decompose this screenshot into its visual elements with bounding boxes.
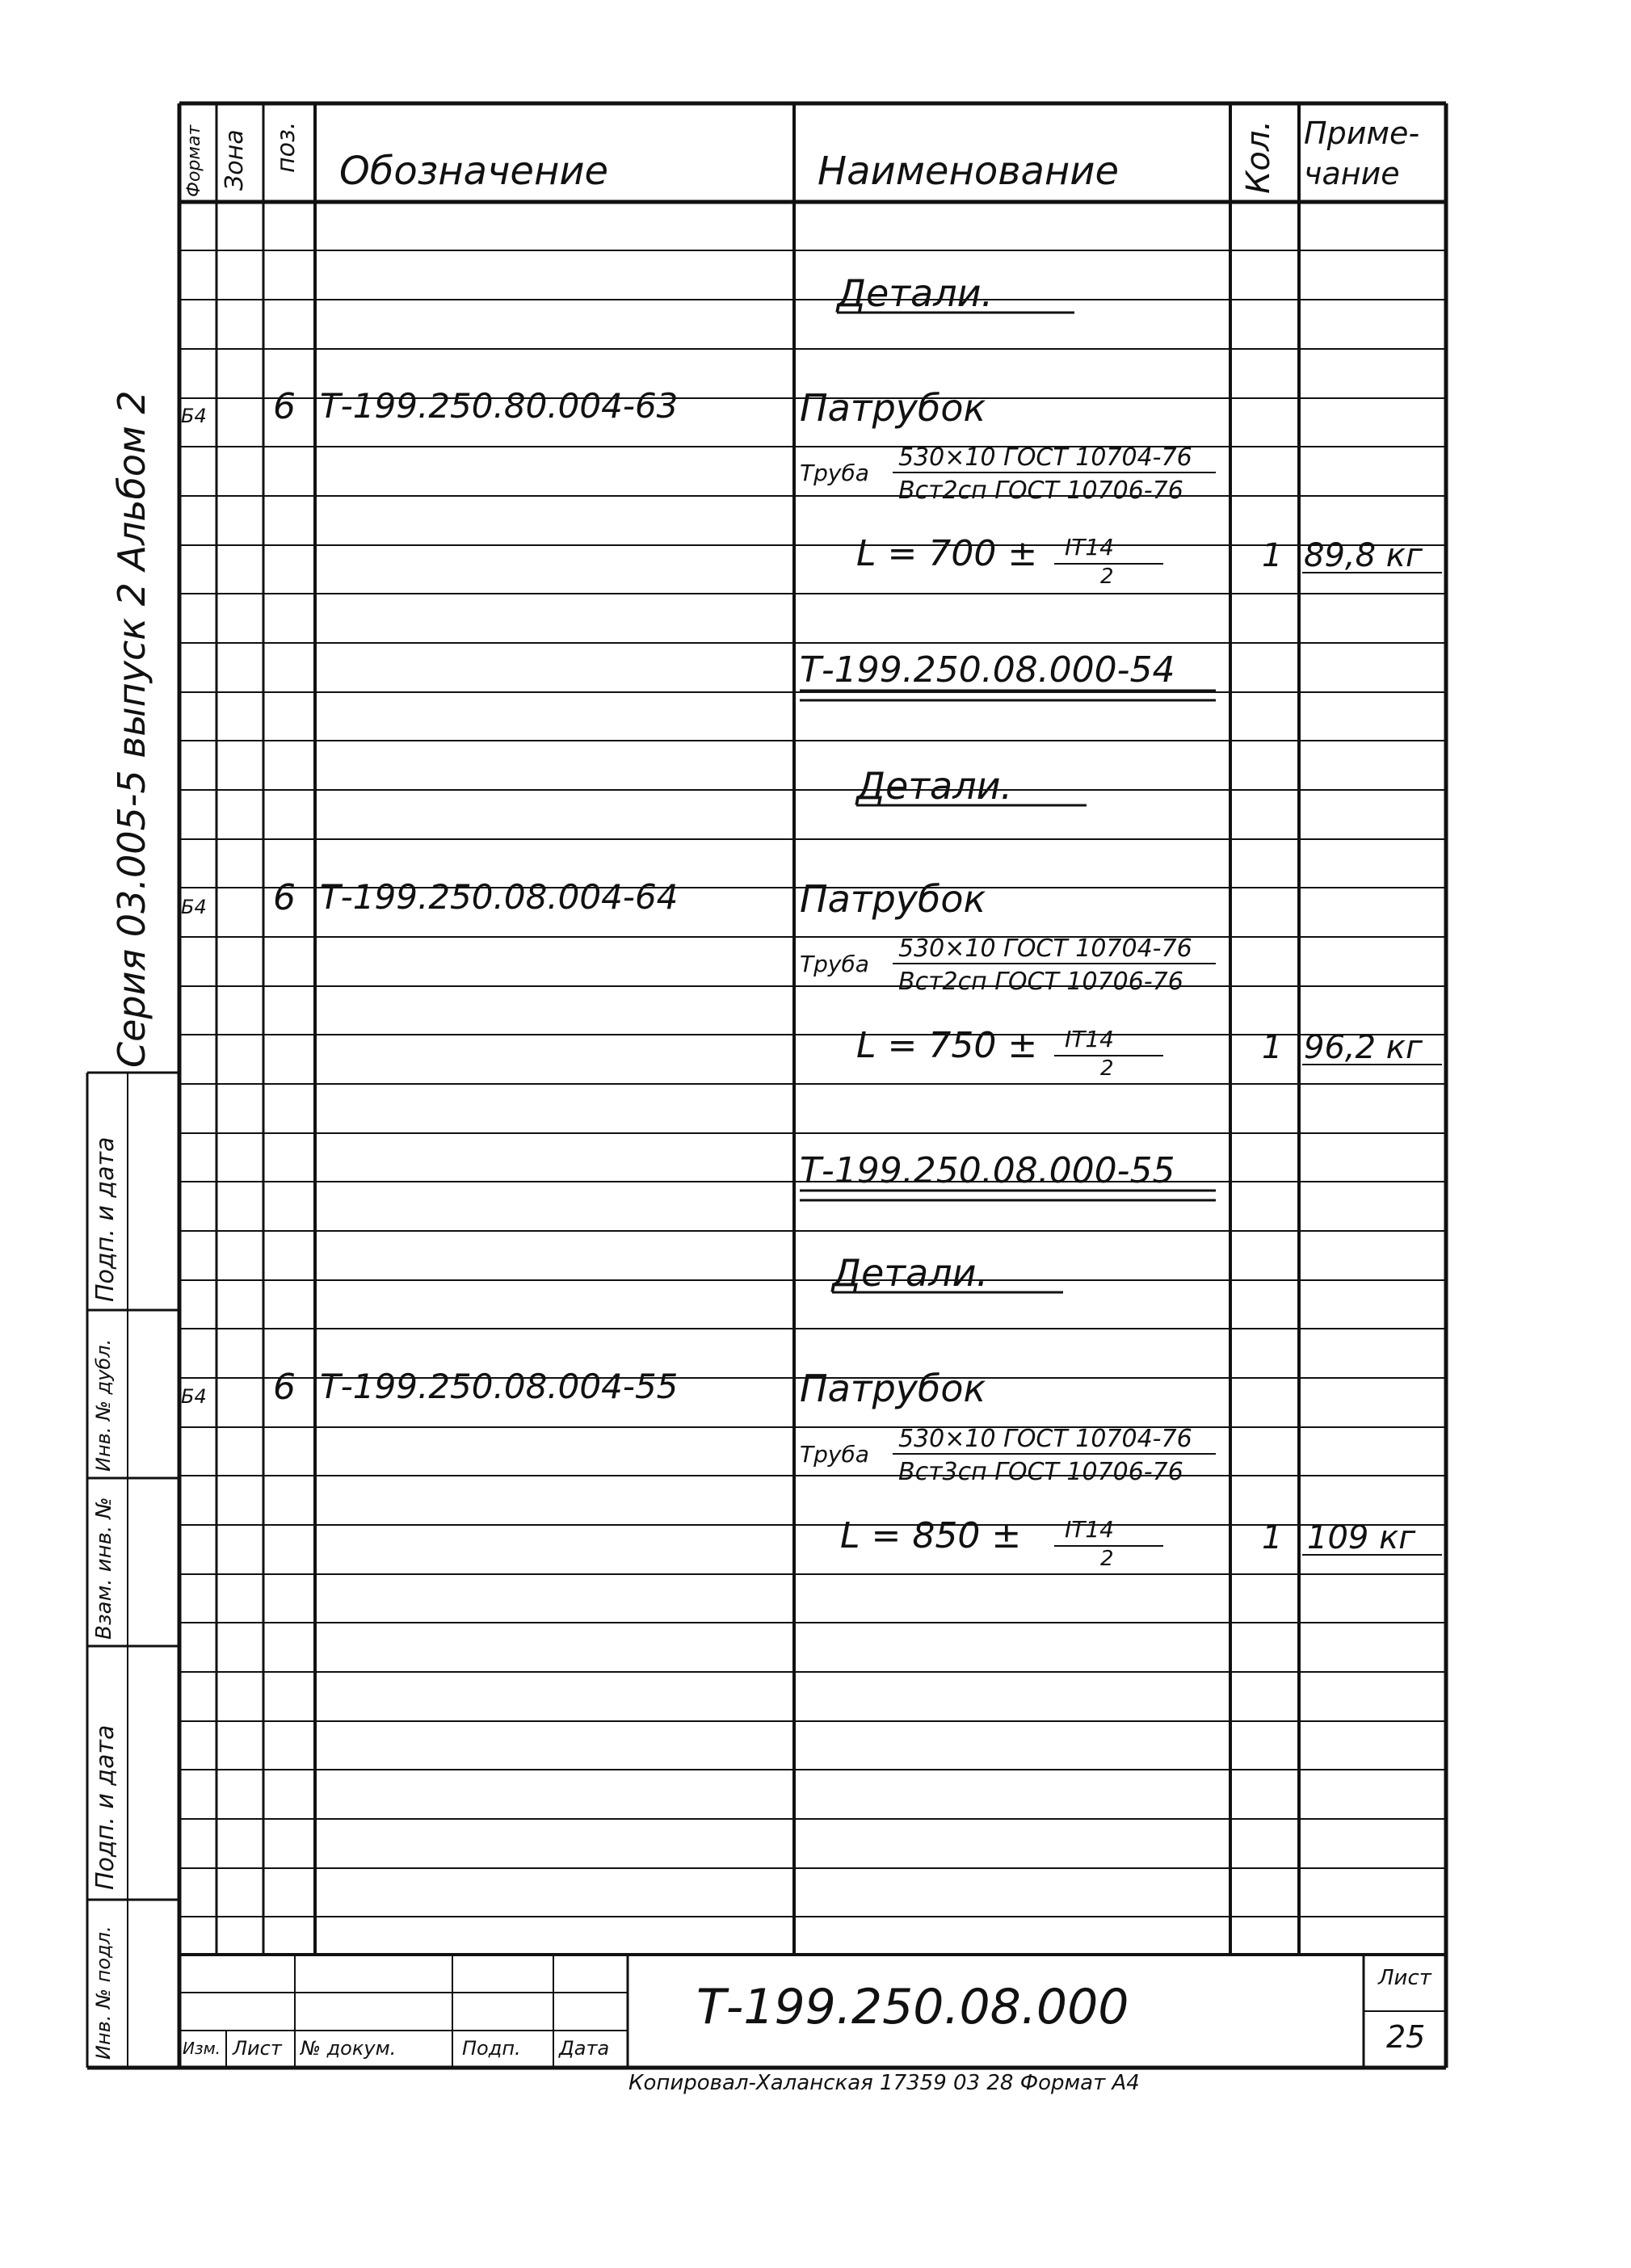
col-signature: Подп. [462, 2037, 521, 2060]
item-format: Б4 [181, 896, 207, 918]
item-pos: 6 [273, 386, 296, 427]
pipe-spec-top: 530×10 ГОСТ 10704-76 [898, 443, 1192, 472]
item-format: Б4 [181, 1385, 207, 1408]
item-designation: Т-199.250.80.004-63 [320, 386, 679, 426]
tolerance-top: IT14 [1065, 534, 1114, 561]
length-label: L = 700 ± [856, 533, 1038, 574]
assembly-designation: Т-199.250.08.000-55 [800, 1150, 1175, 1191]
pipe-word: Труба [800, 460, 869, 486]
col-change: Изм. [183, 2039, 221, 2058]
section-label: Детали. [856, 764, 1013, 808]
item-note: 109 кг [1307, 1519, 1416, 1556]
section-label: Детали. [832, 1251, 989, 1295]
item-name: Патрубок [800, 877, 986, 921]
length-label: L = 750 ± [856, 1025, 1038, 1066]
strip-label-sign-date: Подп. и дата [91, 1136, 120, 1302]
tolerance-bottom: 2 [1100, 1547, 1114, 1571]
item-designation: Т-199.250.08.004-64 [320, 877, 679, 917]
col-sheet: Лист [233, 2037, 282, 2060]
pipe-spec-top: 530×10 ГОСТ 10704-76 [898, 1425, 1192, 1453]
header-note-line2: чание [1304, 156, 1400, 191]
sheet-number: 25 [1386, 2019, 1426, 2055]
header-pos: поз. [272, 121, 301, 173]
item-note: 89,8 кг [1304, 537, 1423, 574]
item-qty: 1 [1262, 1519, 1283, 1556]
header-designation: Обозначение [339, 149, 609, 194]
pipe-spec-bottom: Вст2сп ГОСТ 10706-76 [898, 968, 1183, 996]
header-zone: Зона [221, 129, 249, 191]
pipe-spec-bottom: Вст3сп ГОСТ 10706-76 [898, 1458, 1183, 1486]
tolerance-bottom: 2 [1100, 565, 1114, 589]
header-note-line1: Приме- [1304, 116, 1420, 151]
assembly-designation: Т-199.250.08.000-54 [800, 649, 1175, 691]
item-note: 96,2 кг [1304, 1029, 1423, 1066]
section-label: Детали. [837, 271, 994, 315]
tolerance-bottom: 2 [1100, 1056, 1114, 1081]
strip-label-replaced-inv: Взам. инв. № [92, 1497, 116, 1640]
series-inscription: Серия 03.005-5 выпуск 2 Альбом 2 [110, 390, 153, 1068]
strip-label-duplicate-inv: Инв. № дубл. [92, 1338, 115, 1472]
tolerance-top: IT14 [1065, 1026, 1114, 1052]
document-number: Т-199.250.08.000 [696, 1979, 1129, 2035]
sheet-label: Лист [1378, 1966, 1431, 1990]
pipe-word: Труба [800, 951, 869, 977]
item-name: Патрубок [800, 386, 986, 430]
item-qty: 1 [1262, 537, 1283, 574]
item-name: Патрубок [800, 1367, 986, 1410]
item-format: Б4 [181, 405, 207, 427]
strip-label-sign-date: Подп. и дата [91, 1724, 120, 1890]
item-designation: Т-199.250.08.004-55 [320, 1367, 679, 1406]
col-date: Дата [559, 2037, 610, 2060]
header-format: Формат [184, 124, 204, 197]
item-pos: 6 [273, 877, 296, 918]
pipe-spec-bottom: Вст2сп ГОСТ 10706-76 [898, 477, 1183, 505]
footer-copy-info: Копировал-Халанская 17359 03 28 Формат А4 [628, 2071, 1140, 2095]
length-label: L = 850 ± [840, 1515, 1022, 1556]
tolerance-top: IT14 [1065, 1516, 1114, 1543]
strip-label-original-inv: Инв. № подл. [92, 1926, 115, 2060]
header-qty: Кол. [1240, 120, 1277, 194]
pipe-word: Труба [800, 1441, 869, 1468]
pipe-spec-top: 530×10 ГОСТ 10704-76 [898, 934, 1192, 963]
item-pos: 6 [273, 1367, 296, 1408]
item-qty: 1 [1262, 1029, 1283, 1066]
header-name: Наименование [818, 149, 1120, 194]
col-doc-number: № докум. [301, 2037, 397, 2060]
